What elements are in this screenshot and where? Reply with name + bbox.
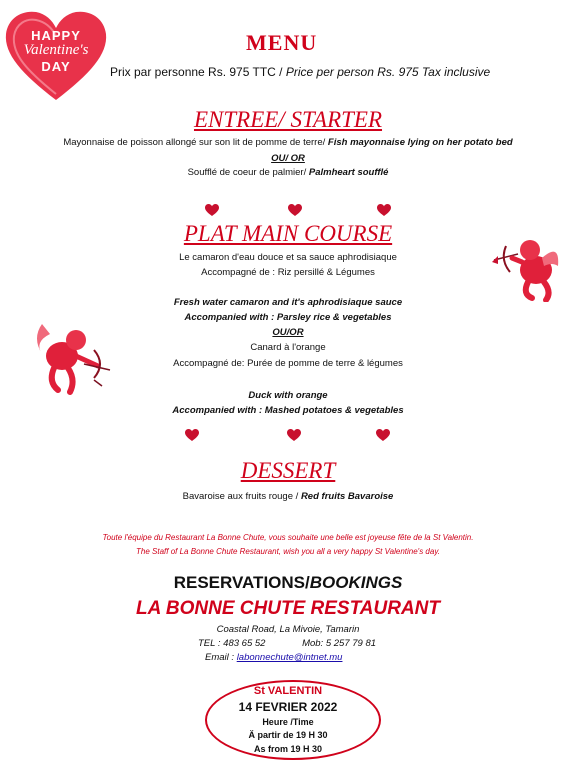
restaurant-name: LA BONNE CHUTE RESTAURANT [136,598,440,619]
main-fr4: Accompagné de: Purée de pomme de terre & légumes [173,358,403,369]
dessert-en: Red fruits Bavaroise [300,491,394,502]
badge-line3: DAY [41,59,71,74]
price-en: Price per person Rs. 975 Tax inclusive [285,65,491,79]
tel: TEL : 483 65 52 [198,638,266,649]
email-link[interactable]: labonnechute@intnet.mu [236,652,343,663]
heart-row-2 [0,429,576,445]
event-time-fr: Ä partir de 19 H 30 [248,730,328,740]
cupid-left [28,320,114,398]
starter-line1 [0,136,576,149]
badge-line2: Valentine's [23,42,89,58]
valentine-badge [2,8,110,104]
cupid-left-icon [28,320,114,398]
main-fr2: Accompagné de : Riz persillé & Légumes [201,267,375,278]
main-fr1: Le camaron d'eau douce et sa sauce aphrodisiaque [179,252,397,263]
event-time-en: As from 19 H 30 [253,744,323,754]
starter-line2 [0,166,576,179]
starter-line1-en: Fish mayonnaise lying on her potato bed [327,137,513,148]
phone-line [198,638,376,649]
event-time-label: Heure /Time [262,717,314,727]
mob: Mob: 5 257 79 81 [302,638,377,649]
dessert-title: DESSERT [240,458,336,483]
reservations-heading [0,573,576,593]
price-fr: Prix par personne Rs. 975 TTC / [110,65,286,79]
starter-line2-fr: Soufflé de coeur de palmier/ [187,167,309,178]
reservations-label: RESERVATIONS/ [173,573,310,592]
bookings-label: BOOKINGS [309,573,403,592]
heart-icon [288,204,302,217]
main-en2: Accompanied with : Parsley rice & vegetables [184,312,392,323]
email-label: Email : [205,652,237,663]
main-en1: Fresh water camaron and it's aphrodisiaque sauce [173,297,403,308]
email-line [205,652,342,663]
main-en3: Duck with orange [248,390,328,401]
starter-line1-fr: Mayonnaise de poisson allongé sur son lit de pomme de terre/ [63,137,328,148]
heart-icon [287,429,301,442]
event-date: 14 FEVRIER 2022 [238,700,338,714]
main-en4: Accompanied with : Mashed potatoes & vegetables [172,405,404,416]
starter-title: ENTREE/ STARTER [193,107,383,132]
main-fr3: Canard à l'orange [250,342,326,353]
main-title: PLAT MAIN COURSE [183,221,393,246]
event-name: St VALENTIN [253,685,323,697]
starter-line2-en: Palmheart soufflé [308,167,389,178]
starter-or: OU/ OR [271,153,305,164]
dessert-line [0,490,576,503]
wishes-fr: Toute l'équipe du Restaurant La Bonne Chute, vous souhaite une belle est joyeuse fête de la St Valentin. [102,533,474,542]
badge-line1: HAPPY [31,28,81,43]
main-or: OU/OR [272,327,304,338]
heart-icon [185,429,199,442]
heart-icon [377,204,391,217]
dessert-fr: Bavaroise aux fruits rouge / [182,491,301,502]
heart-icon [205,204,219,217]
price-line [110,65,490,79]
heart-icon [376,429,390,442]
menu-title: MENU [246,30,318,55]
heart-row-1 [0,204,576,220]
cupid-right [486,232,566,302]
wishes-en: The Staff of La Bonne Chute Restaurant, wish you all a very happy St Valentine's day. [136,547,440,556]
restaurant-address: Coastal Road, La Mivoie, Tamarin [216,624,360,635]
cupid-right-icon [486,232,566,302]
